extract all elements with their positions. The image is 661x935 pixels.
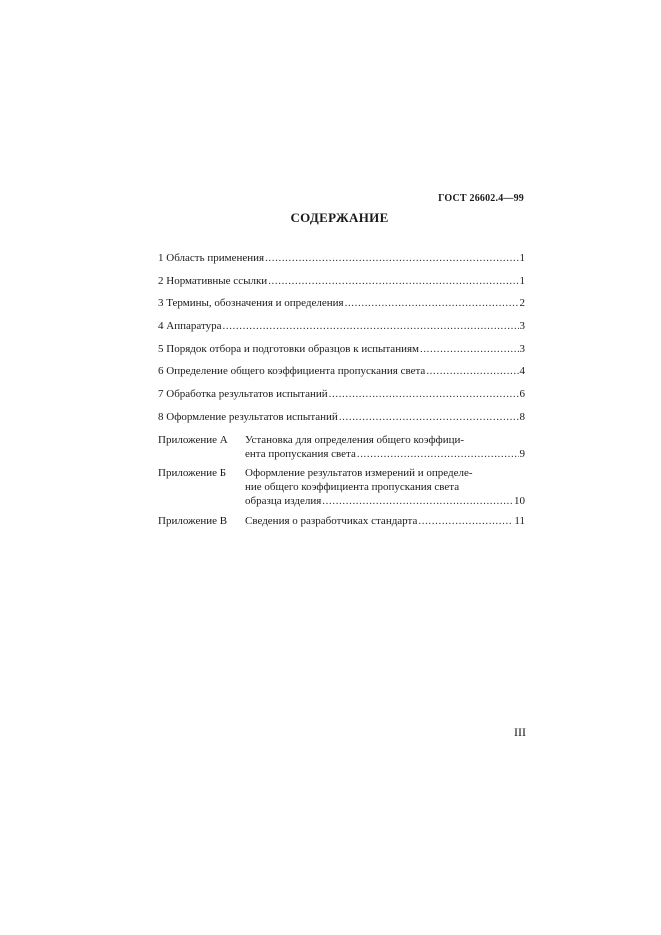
dot-leader [322,494,513,508]
toc-appendix-v[interactable] [158,514,525,528]
toc-entry-text: 2 Нормативные ссылки [158,274,268,287]
toc-appendix-a[interactable] [158,433,525,461]
appendix-line: Оформление результатов измерений и определе- [245,467,473,479]
toc-entry-2[interactable] [158,274,525,288]
appendix-line: ента пропускания света [245,447,356,460]
toc-entry-8[interactable] [158,410,525,424]
appendix-line: образца изделия [245,495,322,507]
dot-leader [329,387,519,401]
dot-leader [345,296,519,310]
dot-leader [265,251,518,265]
dot-leader [426,364,518,378]
toc-entry-text: 8 Оформление результатов испытаний [158,410,338,423]
toc-title: СОДЕРЖАНИЕ [290,210,389,225]
dot-leader [223,319,519,333]
toc-entry-text: 4 Аппаратура [158,320,222,333]
appendix-label: Приложение В [158,514,228,527]
appendix-page: 9 [519,447,525,460]
dot-leader [418,514,513,528]
toc-entry-page: 1 [519,274,525,287]
toc-entry-text: 7 Обработка результатов испытаний [158,388,328,401]
toc-entry-page: 1 [519,252,525,264]
dot-leader [268,274,518,288]
appendix-label: Приложение А [158,433,228,446]
toc-entry-page: 3 [519,320,525,333]
toc-entry-7[interactable] [158,387,525,401]
toc-entry-text: 3 Термины, обозначения и определения [158,297,344,310]
appendix-page: 10 [514,495,525,507]
toc-entry-page: 2 [519,297,525,310]
appendix-page: 11 [514,514,525,527]
toc-entry-5[interactable] [158,342,525,356]
table-of-contents [158,251,525,533]
toc-entry-4[interactable] [158,319,525,333]
toc-appendix-b[interactable] [158,466,525,508]
dot-leader [420,342,519,356]
toc-entry-text: 6 Определение общего коэффициента пропускания света [158,365,426,378]
page-folio: III [514,725,526,739]
dot-leader [357,447,519,461]
toc-entry-page: 3 [519,342,525,355]
appendix-label: Приложение Б [158,467,227,479]
toc-entry-text: 1 Область применения [158,252,265,264]
appendix-line: Сведения о разработчиках стандарта [245,514,418,527]
appendix-line: ние общего коэффициента пропускания света [245,481,460,493]
appendix-line: Установка для определения общего коэффици- [245,433,465,446]
toc-entry-text: 5 Порядок отбора и подготовки образцов к испытаниям [158,342,419,355]
toc-entry-page: 4 [519,365,525,378]
dot-leader [339,410,519,424]
toc-entry-page: 6 [519,388,525,401]
document-code: ГОСТ 26602.4—99 [438,193,524,204]
toc-entry-page: 8 [519,410,525,423]
toc-entry-6[interactable] [158,364,525,378]
toc-entry-1[interactable] [158,251,525,265]
toc-entry-3[interactable] [158,296,525,310]
